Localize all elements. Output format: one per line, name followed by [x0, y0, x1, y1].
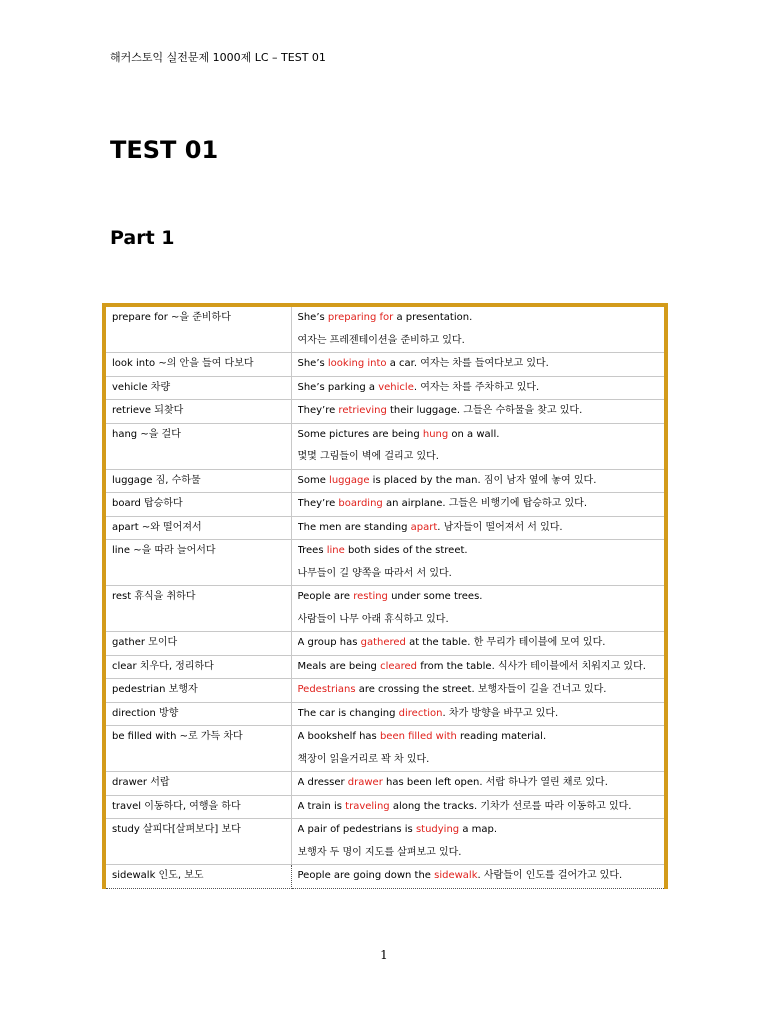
sentence-text: People are going down the	[297, 870, 435, 881]
korean-translation: 남자들이 떨어져서 서 있다.	[443, 521, 563, 533]
sentence-text: Some	[297, 474, 330, 486]
part-title: Part 1	[110, 227, 175, 249]
example-cell	[291, 400, 664, 424]
korean-translation: 보행자 두 명이 지도를 살펴보고 있다.	[297, 846, 462, 858]
table-row	[106, 865, 664, 889]
test-title: TEST 01	[110, 136, 219, 164]
vocabulary-box	[102, 303, 668, 889]
translation-line	[298, 609, 659, 632]
korean-translation: 그들은 비행기에 탑승하고 있다.	[448, 498, 588, 509]
vocab-term: be filled with ~로 가득 차다	[112, 731, 243, 742]
example-sentence	[298, 400, 659, 423]
sentence-text: on a wall.	[448, 428, 500, 440]
vocab-term: drawer 서랍	[112, 777, 170, 788]
highlighted-word: vehicle	[378, 381, 414, 393]
highlighted-word: looking into	[327, 358, 387, 369]
vocab-term: travel 이동하다, 여행을 하다	[112, 800, 241, 812]
translation-line	[298, 563, 659, 586]
sentence-text: an airplane.	[382, 498, 446, 509]
korean-translation: 보행자들이 길을 건너고 있다.	[477, 684, 607, 695]
table-row	[106, 423, 664, 469]
korean-translation: 여자는 프레젠테이션을 준비하고 있다.	[297, 334, 465, 346]
vocab-term-cell	[106, 353, 291, 377]
example-cell	[291, 307, 664, 353]
example-cell	[291, 353, 664, 377]
highlighted-word: hung	[422, 428, 449, 440]
korean-translation: 차가 방향을 바꾸고 있다.	[448, 707, 559, 719]
example-cell	[291, 795, 664, 819]
sentence-text: .	[437, 521, 441, 533]
highlighted-word: resting	[353, 591, 388, 602]
vocab-term-cell	[106, 726, 291, 772]
table-row	[106, 586, 664, 632]
vocab-term-cell	[106, 400, 291, 424]
sentence-text: They’re	[297, 498, 339, 509]
sentence-text: .	[442, 707, 446, 719]
korean-translation: 기차가 선로를 따라 이동하고 있다.	[480, 800, 632, 812]
sentence-text: A bookshelf has	[297, 731, 380, 742]
sentence-text: She’s parking a	[297, 381, 379, 393]
example-sentence	[298, 307, 659, 330]
vocab-term: line ~을 따라 늘어서다	[112, 545, 216, 556]
sentence-text: A group has	[297, 637, 361, 648]
page-number: 1	[380, 948, 388, 962]
example-sentence	[298, 470, 659, 493]
sentence-text: Trees	[297, 545, 327, 556]
vocab-term: apart ~와 떨어져서	[112, 521, 202, 533]
example-sentence	[298, 865, 659, 888]
korean-translation: 식사가 테이블에서 치워지고 있다.	[497, 660, 646, 672]
highlighted-word: boarding	[338, 498, 383, 509]
korean-translation: 서랍 하나가 열린 채로 있다.	[485, 777, 608, 788]
sentence-text: She’s	[297, 312, 328, 323]
table-row	[106, 679, 664, 703]
translation-line	[298, 749, 659, 772]
table-row	[106, 376, 664, 400]
sentence-text: a car.	[386, 358, 417, 369]
korean-translation: 사람들이 인도를 걸어가고 있다.	[483, 870, 623, 881]
vocab-term-cell	[106, 516, 291, 540]
highlighted-word: retrieving	[338, 405, 387, 416]
highlighted-word: Pedestrians	[297, 684, 356, 695]
highlighted-word: studying	[415, 824, 460, 835]
vocab-term: prepare for ~을 준비하다	[112, 312, 231, 323]
vocab-term: hang ~을 걸다	[112, 428, 181, 440]
example-sentence	[298, 632, 659, 655]
vocab-term-cell	[106, 702, 291, 726]
example-sentence	[298, 493, 659, 516]
example-cell	[291, 516, 664, 540]
sentence-text: The car is changing	[297, 707, 399, 719]
vocab-term-cell	[106, 819, 291, 865]
table-row	[106, 772, 664, 796]
example-sentence	[298, 679, 659, 702]
vocab-term: sidewalk 인도, 보도	[112, 870, 204, 881]
highlighted-word: traveling	[345, 800, 390, 812]
example-cell	[291, 540, 664, 586]
vocab-term-cell	[106, 795, 291, 819]
sentence-text: Some pictures are being	[297, 428, 423, 440]
vocab-term: rest 휴식을 취하다	[112, 591, 196, 602]
highlighted-word: preparing for	[327, 312, 394, 323]
korean-translation: 책장이 읽을거리로 꽉 차 있다.	[297, 753, 430, 765]
sentence-text: is placed by the man.	[369, 474, 481, 486]
vocab-term-cell	[106, 772, 291, 796]
korean-translation: 나무들이 길 양쪽을 따라서 서 있다.	[297, 567, 452, 579]
example-sentence	[298, 540, 659, 563]
vocab-term-cell	[106, 307, 291, 353]
example-cell	[291, 865, 664, 889]
highlighted-word: gathered	[360, 637, 406, 648]
table-row	[106, 540, 664, 586]
table-row	[106, 400, 664, 424]
vocab-term: direction 방향	[112, 707, 179, 719]
highlighted-word: drawer	[347, 777, 383, 788]
sentence-text: under some trees.	[387, 591, 483, 602]
korean-translation: 사람들이 나무 아래 휴식하고 있다.	[297, 613, 449, 625]
table-row	[106, 795, 664, 819]
vocab-term: gather 모이다	[112, 637, 178, 648]
table-row	[106, 353, 664, 377]
example-cell	[291, 819, 664, 865]
example-cell	[291, 493, 664, 517]
korean-translation: 몇몇 그림들이 벽에 걸리고 있다.	[297, 451, 439, 462]
highlighted-word: sidewalk	[434, 870, 478, 881]
sentence-text: .	[477, 870, 481, 881]
sentence-text: The men are standing	[297, 521, 411, 533]
sentence-text: .	[413, 381, 418, 393]
vocab-term-cell	[106, 540, 291, 586]
sentence-text: A dresser	[297, 777, 348, 788]
highlighted-word: apart	[410, 521, 438, 533]
vocab-term-cell	[106, 679, 291, 703]
sentence-text: a presentation.	[393, 312, 473, 323]
highlighted-word: direction	[398, 707, 443, 719]
table-row	[106, 493, 664, 517]
vocab-term: luggage 짐, 수하물	[112, 474, 201, 486]
sentence-text: A train is	[297, 800, 346, 812]
korean-translation: 짐이 남자 옆에 놓여 있다.	[483, 474, 597, 486]
table-row	[106, 655, 664, 679]
example-cell	[291, 726, 664, 772]
example-sentence	[298, 819, 659, 842]
korean-translation: 여자는 차를 들여다보고 있다.	[420, 358, 549, 369]
example-sentence	[298, 586, 659, 609]
sentence-text: reading material.	[456, 731, 547, 742]
highlighted-word: line	[326, 545, 345, 556]
highlighted-word: luggage	[329, 474, 370, 486]
sentence-text: People are	[297, 591, 354, 602]
table-row	[106, 726, 664, 772]
vocab-term: vehicle 차량	[112, 381, 171, 393]
example-cell	[291, 655, 664, 679]
sentence-text: at the table.	[405, 637, 471, 648]
example-sentence	[298, 656, 659, 679]
korean-translation: 한 무리가 테이블에 모여 있다.	[473, 637, 606, 648]
vocab-term: retrieve 되찾다	[112, 405, 184, 416]
vocab-term-cell	[106, 865, 291, 889]
vocab-term: look into ~의 안을 들여 다보다	[112, 358, 254, 369]
example-sentence	[298, 772, 659, 795]
translation-line	[298, 842, 659, 865]
vocab-term: board 탑승하다	[112, 498, 183, 509]
translation-line	[298, 330, 659, 353]
example-cell	[291, 772, 664, 796]
table-row	[106, 819, 664, 865]
vocab-term: clear 치우다, 정리하다	[112, 660, 214, 672]
table-row	[106, 307, 664, 353]
translation-line	[298, 446, 659, 469]
sentence-text: along the tracks.	[389, 800, 478, 812]
example-cell	[291, 679, 664, 703]
example-sentence	[298, 703, 659, 726]
vocab-term-cell	[106, 469, 291, 493]
sentence-text: They’re	[297, 405, 339, 416]
table-row	[106, 702, 664, 726]
vocab-term-cell	[106, 586, 291, 632]
vocab-term: pedestrian 보행자	[112, 684, 198, 695]
example-cell	[291, 376, 664, 400]
highlighted-word: been filled with	[379, 731, 457, 742]
table-row	[106, 632, 664, 656]
highlighted-word: cleared	[380, 660, 418, 672]
example-cell	[291, 469, 664, 493]
example-sentence	[298, 726, 659, 749]
example-cell	[291, 702, 664, 726]
vocab-term-cell	[106, 655, 291, 679]
example-sentence	[298, 353, 659, 376]
vocab-term-cell	[106, 493, 291, 517]
vocab-term: study 살피다[살펴보다] 보다	[112, 824, 241, 835]
table-row	[106, 469, 664, 493]
sentence-text: She’s	[297, 358, 328, 369]
sentence-text: their luggage.	[386, 405, 461, 416]
sentence-text: a map.	[459, 824, 498, 835]
vocabulary-table	[106, 307, 664, 889]
example-sentence	[298, 517, 659, 540]
sentence-text: A pair of pedestrians is	[297, 824, 416, 835]
vocab-term-cell	[106, 423, 291, 469]
vocab-term-cell	[106, 376, 291, 400]
example-sentence	[298, 377, 659, 400]
example-sentence	[298, 424, 659, 447]
example-cell	[291, 632, 664, 656]
table-row	[106, 516, 664, 540]
example-sentence	[298, 796, 659, 819]
example-cell	[291, 423, 664, 469]
vocab-term-cell	[106, 632, 291, 656]
sentence-text: from the table.	[417, 660, 495, 672]
running-header: 해커스토익 실전문제 1000제 LC – TEST 01	[110, 51, 326, 64]
korean-translation: 여자는 차를 주차하고 있다.	[420, 381, 540, 393]
sentence-text: has been left open.	[382, 777, 483, 788]
sentence-text: Meals are being	[297, 660, 381, 672]
sentence-text: are crossing the street.	[355, 684, 475, 695]
example-cell	[291, 586, 664, 632]
korean-translation: 그들은 수하물을 찾고 있다.	[463, 405, 583, 416]
sentence-text: both sides of the street.	[344, 545, 468, 556]
